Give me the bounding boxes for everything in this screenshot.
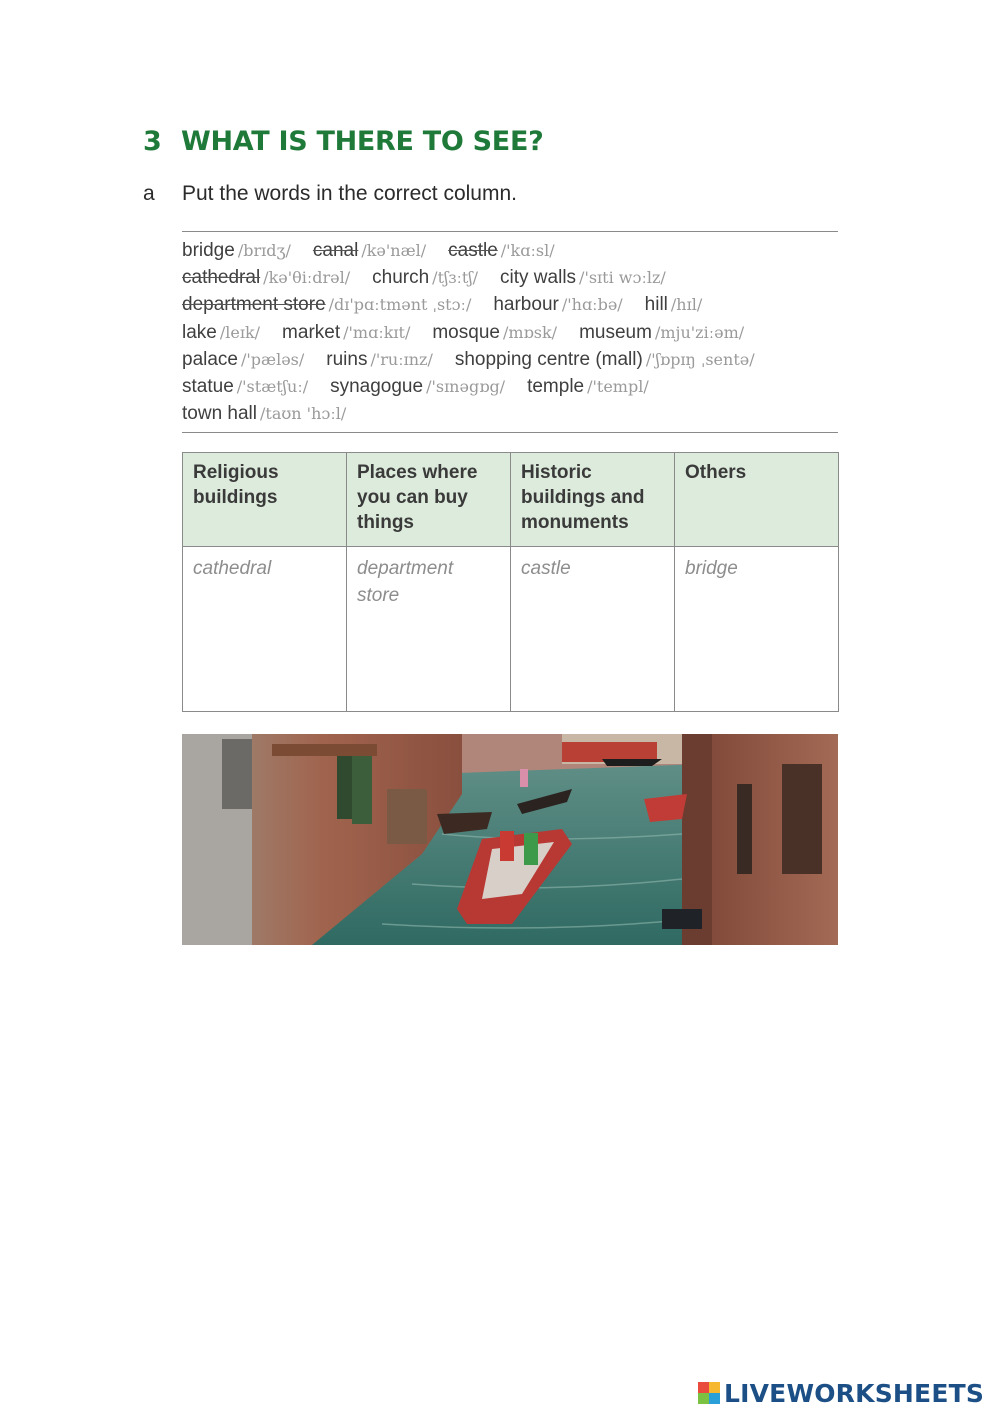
vocab-word: temple	[527, 375, 585, 397]
word-line	[182, 373, 842, 400]
vocab-pronunciation: /'mɑːkɪt/	[343, 322, 411, 342]
exercise-letter: a	[143, 182, 155, 205]
answer-cell-others[interactable]: bridge	[675, 547, 839, 712]
word-line	[182, 400, 842, 427]
vocab-word: palace	[182, 348, 238, 370]
column-header-others: Others	[675, 453, 839, 547]
vocab-pronunciation: /'hɑːbə/	[561, 295, 623, 315]
vocab-pronunciation: /mɒsk/	[502, 322, 558, 342]
vocab-word: hill	[644, 294, 668, 316]
vocab-item[interactable]	[182, 376, 308, 397]
vocab-item[interactable]	[282, 322, 410, 343]
vocab-item[interactable]	[579, 322, 744, 343]
vocab-pronunciation: /'ʃɒpɪŋ ˌsentə/	[645, 349, 755, 369]
vocab-item[interactable]	[493, 294, 622, 315]
vocab-item[interactable]	[448, 240, 554, 261]
vocab-pronunciation: /'stætʃuː/	[236, 376, 309, 396]
vocab-word: bridge	[182, 240, 235, 261]
vocab-pronunciation: /'pæləs/	[241, 349, 305, 369]
section-heading	[143, 126, 543, 157]
vocab-word: ruins	[326, 348, 368, 370]
vocab-pronunciation: /'sɪnəgɒg/	[426, 376, 506, 396]
vocab-pronunciation: /mju'ziːəm/	[654, 322, 745, 342]
vocab-pronunciation: /dɪ'pɑːtmənt ˌstɔː/	[328, 295, 472, 315]
vocab-word: shopping centre (mall)	[454, 348, 643, 370]
vocab-pronunciation: /'kɑːsl/	[500, 241, 555, 260]
word-box-bottom-rule	[182, 432, 838, 433]
vocab-word: church	[372, 267, 430, 289]
column-header-shopping: Places where you can buy things	[347, 453, 511, 547]
answer-cell-historic[interactable]: castle	[511, 547, 675, 712]
vocab-item[interactable]	[313, 240, 426, 261]
vocab-item[interactable]	[182, 294, 471, 315]
vocab-item[interactable]	[455, 349, 755, 370]
column-header-historic: Historic buildings and monuments	[511, 453, 675, 547]
vocab-item[interactable]	[527, 376, 649, 397]
logo-text: LIVEWORKSHEETS	[724, 1378, 985, 1408]
vocab-pronunciation: /'ruːɪnz/	[370, 349, 433, 369]
vocab-word: department store	[182, 294, 326, 316]
word-line	[182, 319, 842, 346]
vocab-item[interactable]	[326, 349, 433, 370]
vocab-item[interactable]	[645, 294, 703, 315]
venice-canal-photo	[182, 734, 838, 945]
vocab-word: castle	[448, 240, 498, 261]
vocab-item[interactable]	[182, 349, 304, 370]
vocab-pronunciation: /tʃɜːtʃ/	[432, 268, 479, 288]
vocab-item[interactable]	[182, 240, 291, 261]
vocab-word: mosque	[432, 321, 500, 343]
vocab-word: city walls	[500, 267, 577, 289]
vocab-pronunciation: /'templ/	[587, 376, 649, 396]
vocab-word: market	[282, 321, 341, 343]
liveworksheets-logo[interactable]	[698, 1377, 984, 1409]
word-box-top-rule	[182, 231, 838, 232]
vocab-item[interactable]	[500, 267, 666, 288]
vocab-item[interactable]	[432, 322, 557, 343]
vocab-pronunciation: /kə'θiːdrəl/	[263, 268, 351, 288]
vocab-word: museum	[579, 321, 652, 343]
vocab-word: cathedral	[182, 267, 261, 289]
instruction-text: Put the words in the correct column.	[182, 182, 517, 205]
answer-cell-shopping[interactable]: department store	[347, 547, 511, 712]
word-line	[182, 346, 842, 373]
column-header-religious: Religious buildings	[183, 453, 347, 547]
vocab-word: canal	[312, 240, 359, 261]
vocab-item[interactable]	[182, 322, 260, 343]
vocab-item[interactable]	[182, 267, 350, 288]
table-answer-row	[183, 547, 839, 712]
section-title: WHAT IS THERE TO SEE?	[181, 126, 544, 157]
answer-cell-religious[interactable]: cathedral	[183, 547, 347, 712]
vocab-word: lake	[182, 321, 217, 343]
vocab-pronunciation: /leɪk/	[219, 322, 261, 342]
word-line	[182, 237, 842, 264]
sorting-table	[182, 452, 839, 712]
vocab-item[interactable]	[372, 267, 478, 288]
vocab-word: synagogue	[330, 375, 424, 397]
vocab-word: statue	[182, 375, 234, 397]
vocab-word: harbour	[493, 294, 559, 316]
logo-icon	[698, 1382, 720, 1404]
exercise-instruction	[143, 182, 517, 206]
word-line	[182, 291, 842, 318]
vocab-pronunciation: /kə'næl/	[361, 241, 427, 260]
vocab-pronunciation: /hɪl/	[670, 295, 703, 315]
vocab-word: town hall	[182, 403, 257, 425]
vocab-pronunciation: /'sɪti wɔːlz/	[579, 268, 666, 288]
word-box	[182, 237, 842, 427]
vocab-item[interactable]	[182, 403, 346, 424]
vocab-pronunciation: /taʊn 'hɔːl/	[260, 404, 347, 424]
vocab-pronunciation: /brɪdʒ/	[237, 241, 291, 260]
word-line	[182, 264, 842, 291]
vocab-item[interactable]	[330, 376, 505, 397]
section-number: 3	[143, 126, 162, 157]
table-header-row	[183, 453, 839, 547]
